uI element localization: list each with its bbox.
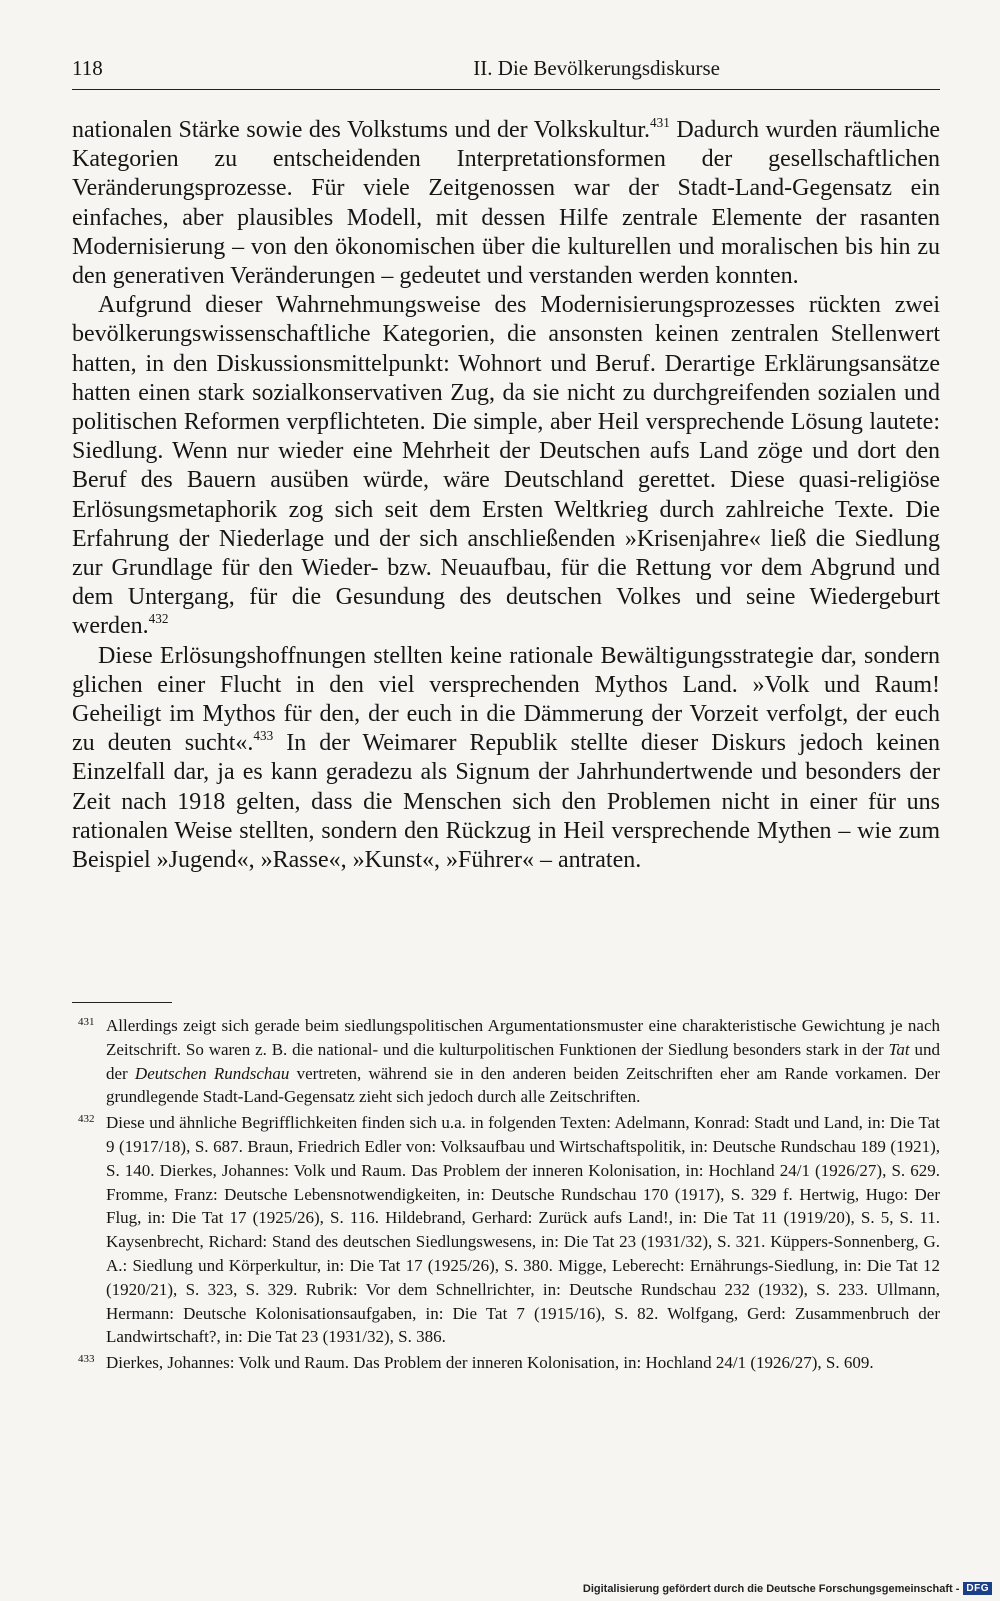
paragraph-1-text-b: Dadurch wurden räumliche Kategorien zu entscheidenden Interpretationsformen der gesellschaftlichen Veränderungsprozesse. Für viele Zeitgenossen war der Stadt-Land-Gegensatz ein einfaches, aber plausibles Modell, mit dessen Hilfe zentrale Elemente der rasanten Modernisierung – von den ökonomischen über die kulturellen und moralischen bis hin zu den generativen Veränderungen – gedeutet und verstanden werden konnten. (72, 117, 940, 290)
paragraph-2-text: Aufgrund dieser Wahrnehmungsweise des Modernisierungsprozesses rückten zwei bevölkerungswissenschaftliche Kategorien, die ansonsten keinen zentralen Stellenwert hatten, in den Diskussionsmittelpunkt: Wohnort und Beruf. Derartige Erklärungsansätze hatten einen stark sozialkonservativen Zug, da sie nicht zu durchgreifenden sozialen und politischen Reformen verpflichteten. Die simple, aber Heil versprechende Lösung lautete: Siedlung. Wenn nur wieder eine Mehrheit der Deutschen aufs Land zöge und dort den Beruf des Bauern ausüben würde, wäre Deutschland gerettet. Diese quasi-religiöse Erlösungsmetaphorik zog sich seit dem Ersten Weltkrieg durch zahlreiche Texte. Die Erfahrung der Niederlage und der sich anschließenden »Krisenjahre« ließ die Siedlung zur Grundlage für den Wieder- bzw. Neuaufbau, für die Rettung vor dem Abgrund und dem Untergang, für die Gesundung des deutschen Volkes und seine Wiedergeburt werden. (72, 292, 940, 640)
footnote-433 (72, 1351, 940, 1375)
paragraph-2 (72, 291, 940, 641)
page-number: 118 (72, 56, 103, 80)
footnote-ref-431: 431 (650, 115, 670, 131)
footnote-text: Allerdings zeigt sich gerade beim siedlungspolitischen Argumentationsmuster eine charakteristische Gewichtung je nach Zeitschrift. So waren z. B. die national- und die kulturpolitischen Funktionen der Siedlung besonders stark in der (106, 1016, 940, 1059)
dfg-logo-icon: DFG (963, 1582, 992, 1595)
page-header (72, 56, 940, 86)
header-rule (72, 89, 940, 90)
credit-text: Digitalisierung gefördert durch die Deutsche Forschungsgemeinschaft - (582, 1582, 960, 1595)
footnote-number: 431 (78, 1016, 95, 1028)
paragraph-1 (72, 116, 940, 291)
digitization-credit (583, 1582, 992, 1595)
footnote-number: 433 (78, 1353, 95, 1366)
footnote-rule (72, 1002, 172, 1003)
footnote-431 (72, 1014, 940, 1109)
footnote-text: Diese und ähnliche Begrifflichkeiten finden sich u.a. in folgenden Texten: Adelmann, Konrad: Stadt und Land, in: Die Tat 9 (1917/18), S. 687. Braun, Friedrich Edler von: Volksaufbau und Wirtschaftspolitik, in: Deutsche Rundschau 189 (1921), S. 140. Dierkes, Johannes: Volk und Raum. Das Problem der inneren Kolonisation, in: Hochland 24/1 (1926/27), S. 629. Fromme, Franz: Deutsche Lebensnotwendigkeiten, in: Deutsche Rundschau 170 (1917), S. 329 f. Hertwig, Hugo: Der Flug, in: Die Tat 17 (1925/26), S. 116. Hildebrand, Gerhard: Zurück aufs Land!, in: Die Tat 11 (1919/20), S. 5, S. 11. Kaysenbrecht, Richard: Stand des deutschen Siedlungswesens, in: Die Tat 23 (1931/32), S. 321. Küppers-Sonnenberg, G. A.: Siedlung und Körperkultur, in: Die Tat 17 (1925/26), S. 380. Migge, Leberecht: Ernährungs-Siedlung, in: Die Tat 12 (1920/21), S. 323, S. 329. Rubrik: Vor dem Schnellrichter, in: Deutsche Rundschau 232 (1932), S. 233. Ullmann, Hermann: Deutsche Kolonisationsaufgaben, in: Die Tat 7 (1915/16), S. 82. Wolfgang, Gerd: Zusammenbruch der Landwirtschaft?, in: Die Tat 23 (1931/32), S. 386. (106, 1113, 940, 1347)
journal-title: Tat (888, 1039, 910, 1059)
footnote-ref-433: 433 (253, 728, 274, 744)
footnote-432 (72, 1111, 940, 1349)
running-title: II. Die Bevölkerungsdiskurse (473, 56, 720, 80)
footnote-text: Dierkes, Johannes: Volk und Raum. Das Problem der inneren Kolonisation, in: Hochland 24/1 (1926/27), S. 609. (106, 1353, 874, 1373)
paragraph-3 (72, 642, 940, 876)
journal-title: Deutschen Rundschau (134, 1063, 290, 1083)
footnote-number: 432 (78, 1113, 95, 1126)
paragraph-3-text-a: Diese Erlösungshoffnungen stellten keine rationale Bewältigungsstrategie dar, sondern glichen einer Flucht in den viel versprechenden Mythos Land. »Volk und Raum! Geheiligt im Mythos für den, der euch in die Dämmerung der Vorzeit verfolgt, der euch zu deuten sucht«. (72, 642, 940, 757)
body-text (72, 116, 940, 875)
footnote-text: vertreten, während sie in den anderen beiden Zeitschriften eher am Rande vorkamen. Der grundlegende Stadt-Land-Gegensatz zieht sich jedoch durch alle Zeitschriften. (106, 1063, 940, 1107)
paragraph-3-text-b: In der Weimarer Republik stellte dieser Diskurs jedoch keinen Einzelfall dar, ja es kann geradezu als Signum der Jahrhundertwende und besonders der Zeit nach 1918 gelten, dass die Menschen sich den Problemen nicht in einer für uns rationalen Weise stellten, sondern den Rückzug in Heil versprechende Mythen – wie zum Beispiel »Jugend«, »Rasse«, »Kunst«, »Führer« – antraten. (72, 730, 940, 874)
footnotes (72, 1014, 940, 1377)
footnote-ref-432: 432 (148, 611, 169, 627)
paragraph-1-text-a: nationalen Stärke sowie des Volkstums und der Volkskultur. (72, 117, 651, 143)
footnote-text: und der (106, 1039, 941, 1083)
